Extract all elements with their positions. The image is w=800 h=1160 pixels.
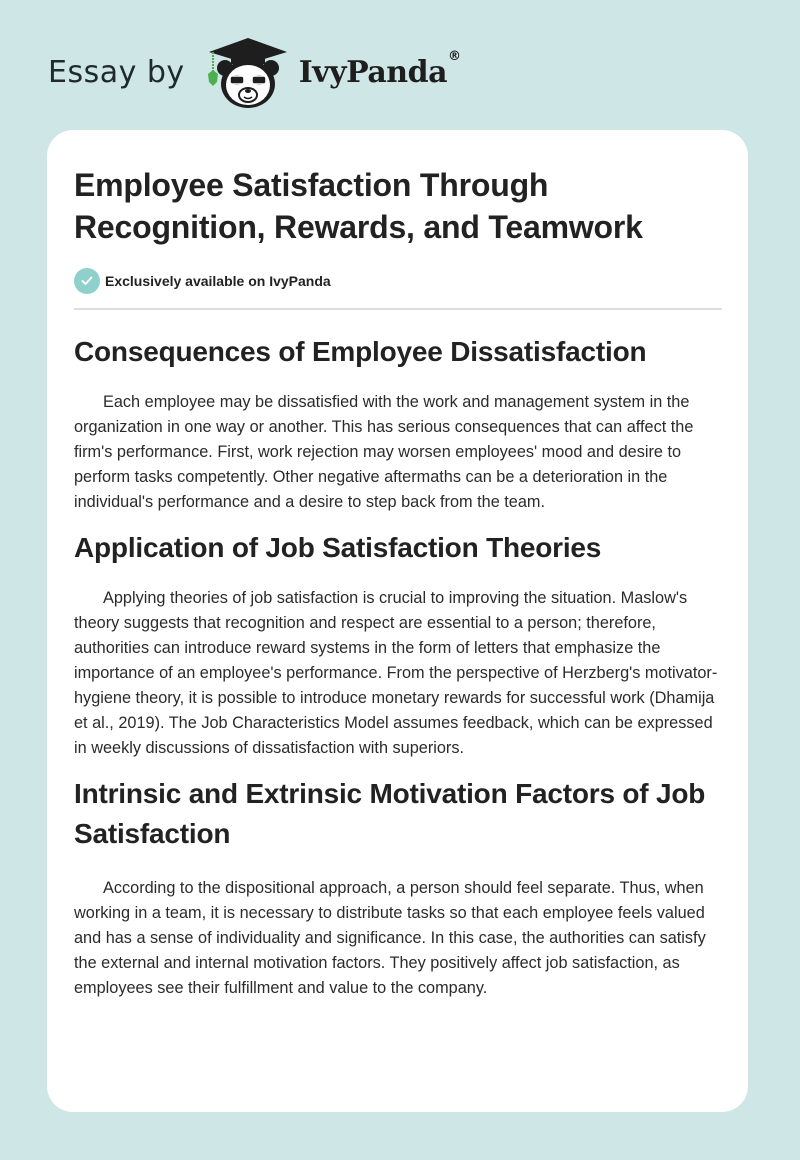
panda-graduation-cap-icon	[205, 34, 291, 110]
title-divider	[74, 308, 722, 310]
section-heading: Application of Job Satisfaction Theories	[74, 532, 602, 563]
exclusive-badge	[74, 268, 722, 294]
brand-name-text: IvyPanda	[298, 54, 448, 90]
essay-title: Employee Satisfaction Through Recognition, Rewards, and Teamwork	[74, 167, 643, 245]
section-paragraph: According to the dispositional approach, a person should feel separate. Thus, when working in a team, it is necessary to distribute tasks so that each employee feels valued and has a sense of individuality and significance. In this case, the authorities can satisfy the external and internal motivation factors. They positively affect job satisfaction, as employees see their fulfillment and value to the company.	[74, 879, 706, 997]
essay-card	[47, 130, 748, 1112]
section-motivation-factors	[74, 774, 722, 1001]
registered-mark: ®	[448, 48, 461, 64]
section-paragraph: Applying theories of job satisfaction is crucial to improving the situation. Maslow's theory suggests that recognition and respect are essential to a person; therefore, authorities can introduce reward systems in the form of letters that emphasize the importance of an employee's performance. From the perspective of Herzberg's motivator-hygiene theory, it is possible to introduce monetary rewards for successful work (Dhamija et al., 2019). The Job Characteristics Model assumes feedback, which can be expressed in weekly discussions of dissatisfaction with superiors.	[74, 589, 718, 757]
ivypanda-wordmark	[298, 48, 461, 90]
section-paragraph: Each employee may be dissatisfied with the work and management system in the organization in one way or another. This has serious consequences that can affect the firm's performance. First, work rejection may worsen employees' mood and desire to perform tasks competently. Other negative aftermaths can be a deterioration in the individual's performance and a desire to step back from the team.	[74, 393, 694, 511]
essay-by-label: Essay by	[48, 54, 185, 90]
section-heading: Intrinsic and Extrinsic Motivation Factors of Job Satisfaction	[74, 778, 706, 849]
brand-header	[48, 34, 461, 110]
exclusive-text: Exclusively available on IvyPanda	[105, 273, 331, 289]
section-heading: Consequences of Employee Dissatisfaction	[74, 336, 647, 367]
section-theories	[74, 528, 722, 761]
check-circle-icon	[74, 268, 100, 294]
section-consequences	[74, 332, 722, 515]
